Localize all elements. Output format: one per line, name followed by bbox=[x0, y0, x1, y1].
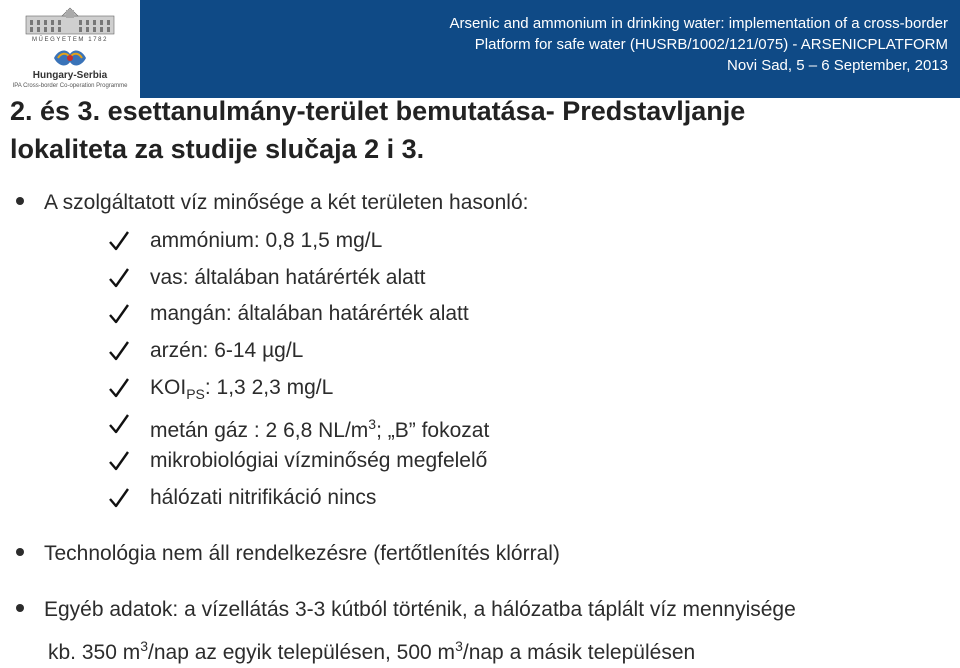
methane-superscript: 3 bbox=[368, 416, 377, 433]
check-item-text: vas: általában határérték alatt bbox=[150, 265, 426, 289]
checkmark-icon bbox=[108, 230, 130, 252]
koi-label: KOI bbox=[150, 375, 187, 399]
methane-value: metán gáz : 2 6,8 NL/m bbox=[150, 419, 369, 443]
koi-value: : 1,3 2,3 mg/L bbox=[204, 375, 334, 399]
check-item-text bbox=[150, 411, 489, 444]
slide-title-line2: lokaliteta za studije slučaja 2 i 3. bbox=[10, 134, 425, 164]
check-item-text: hálózati nitrifikáció nincs bbox=[150, 485, 377, 509]
conference-date: Novi Sad, 5 – 6 September, 2013 bbox=[727, 57, 948, 74]
program-subtitle: IPA Cross-border Co-operation Programme bbox=[12, 83, 128, 89]
university-logo-icon bbox=[22, 6, 118, 36]
slide-title bbox=[10, 92, 955, 168]
hungary-serbia-logo-icon bbox=[52, 46, 88, 70]
bullet-dot-icon bbox=[16, 548, 24, 556]
program-name: Hungary-Serbia bbox=[32, 70, 108, 81]
supply-text-b: /nap az egyik településen, 500 m bbox=[148, 641, 456, 664]
checkmark-icon bbox=[108, 377, 130, 399]
bullet-water-quality bbox=[16, 190, 528, 216]
conference-title-line1: Arsenic and ammonium in drinking water: implementation of a cross-border bbox=[449, 15, 948, 32]
check-item-text: arzén: 6-14 µg/L bbox=[150, 339, 304, 363]
checkmark-icon bbox=[108, 487, 130, 509]
bullet-other-data-continuation bbox=[48, 633, 695, 666]
checkmark-icon bbox=[108, 303, 130, 325]
bullet-text: Egyéb adatok: a vízellátás 3-3 kútból történik, a hálózatba táplált víz mennyisége bbox=[44, 598, 796, 621]
slide-title-line1: 2. és 3. esettanulmány-terület bemutatása- Predstavljanje bbox=[10, 96, 746, 126]
bullet-text: Technológia nem áll rendelkezésre (fertőtlenítés klórral) bbox=[44, 542, 560, 565]
check-item-text bbox=[150, 375, 333, 407]
university-name: MŰEGYETEM 1782 bbox=[31, 37, 109, 43]
checkmark-icon bbox=[108, 267, 130, 289]
checkmark-icon bbox=[108, 340, 130, 362]
conference-info bbox=[348, 13, 948, 76]
conference-title-line2: Platform for safe water (HUSRB/1002/121/075) - ARSENICPLATFORM bbox=[474, 36, 948, 53]
bullet-dot-icon bbox=[16, 604, 24, 612]
check-item-text: ammónium: 0,8 1,5 mg/L bbox=[150, 229, 383, 252]
check-item-text: mangán: általában határérték alatt bbox=[150, 302, 469, 326]
header-bar bbox=[0, 0, 960, 98]
supply-sup-2: 3 bbox=[455, 638, 463, 654]
bullet-text: A szolgáltatott víz minősége a két területen hasonló: bbox=[44, 191, 529, 214]
supply-sup-1: 3 bbox=[140, 638, 149, 654]
koi-subscript: PS bbox=[186, 385, 205, 402]
bullet-technology bbox=[16, 541, 560, 567]
checkmark-icon bbox=[108, 413, 130, 435]
bullet-other-data bbox=[16, 597, 796, 623]
methane-grade: ; „B” fokozat bbox=[376, 419, 490, 443]
supply-text-a: kb. 350 m bbox=[48, 641, 141, 664]
check-item-text: mikrobiológiai vízminőség megfelelő bbox=[150, 449, 488, 473]
bullet-dot-icon bbox=[16, 197, 24, 205]
supply-text-c: /nap a másik településen bbox=[462, 641, 696, 664]
logo-area bbox=[0, 0, 140, 98]
checkmark-icon bbox=[108, 450, 130, 472]
